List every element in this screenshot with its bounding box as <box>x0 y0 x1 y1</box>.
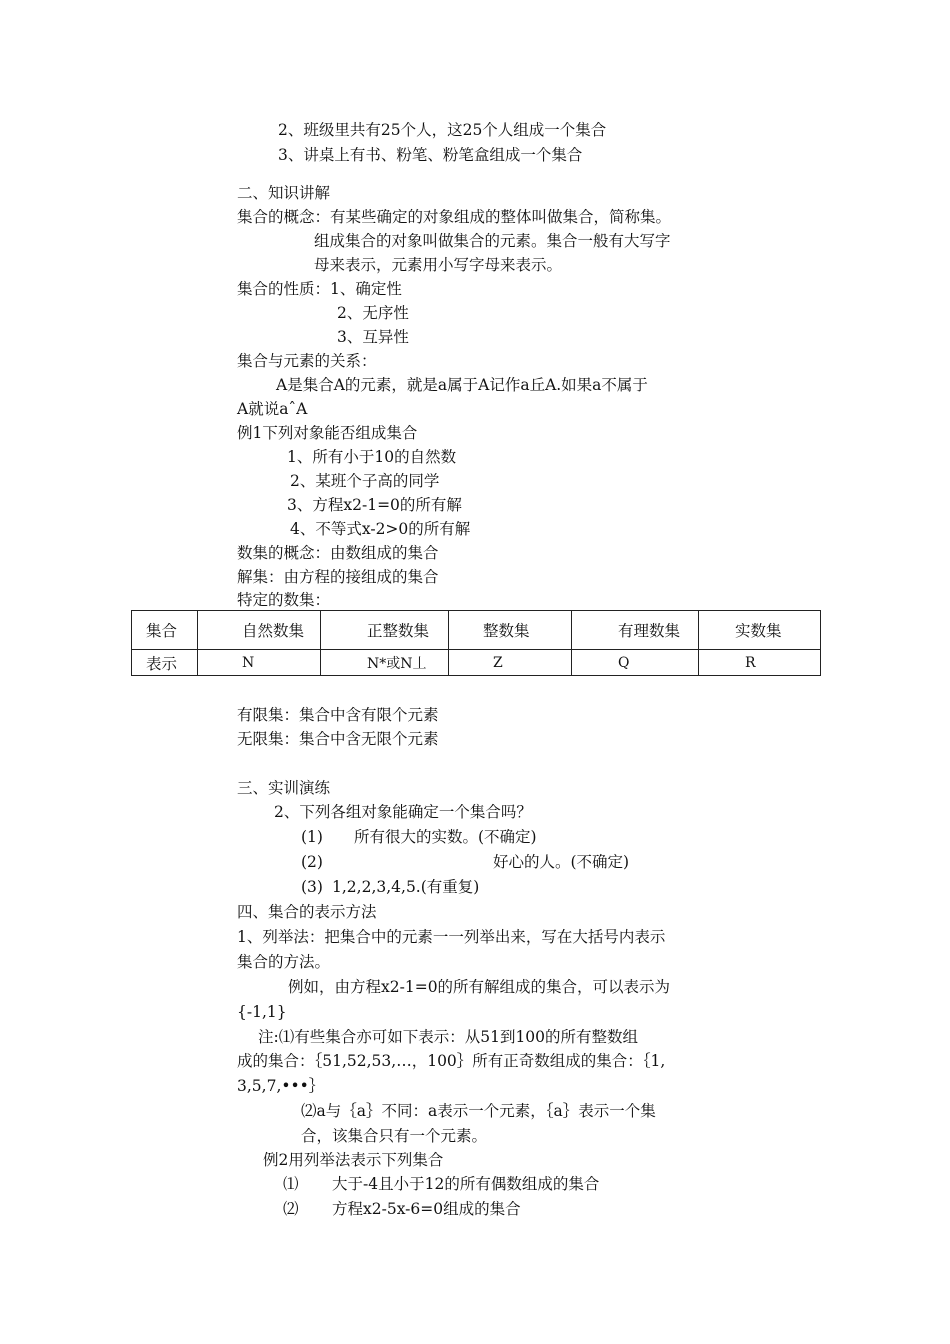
section3-heading: 三、实训演练 <box>237 779 331 797</box>
exercise-item-text: 所有很大的实数。(不确定) <box>354 828 537 846</box>
example2-item-number: ⑵ <box>283 1200 299 1218</box>
table-header-cell: 自然数集 <box>198 611 321 650</box>
special-sets-label: 特定的数集： <box>237 591 331 609</box>
example2-heading: 例2用列举法表示下列集合 <box>263 1151 444 1169</box>
example2-item-number: ⑴ <box>283 1175 299 1193</box>
note1-line-3: 3,5,7,•••｝ <box>237 1077 325 1095</box>
table-cell: 表示 <box>132 650 198 676</box>
method-line-1: 1、列举法：把集合中的元素一一列举出来，写在大括号内表示 <box>237 928 666 946</box>
example1-item-1: 1、所有小于10的自然数 <box>287 448 457 466</box>
intro-item-2: 2、班级里共有25个人，这25个人组成一个集合 <box>278 121 607 139</box>
exercise-item-number: (2) <box>301 853 323 871</box>
example-line-1: 例如，由方程x2-1=0的所有解组成的集合，可以表示为 <box>288 978 671 996</box>
table-header-cell: 有理数集 <box>572 611 699 650</box>
example2-item-text: 大于-4且小于12的所有偶数组成的集合 <box>332 1175 600 1193</box>
exercise-item-text: 1,2,2,3,4,5.(有重复) <box>332 878 480 896</box>
property-2: 2、无序性 <box>337 304 409 322</box>
example1-item-4: 4、不等式x-2>0的所有解 <box>290 520 471 538</box>
properties-label: 集合的性质：1、确定性 <box>237 280 402 298</box>
table-header-cell: 实数集 <box>699 611 821 650</box>
number-set-concept: 数集的概念：由数组成的集合 <box>237 544 439 562</box>
concept-line-3: 母来表示，元素用小写字母来表示。 <box>314 256 563 274</box>
section3-question: 2、下列各组对象能确定一个集合吗？ <box>274 803 532 821</box>
table-cell: N <box>198 650 321 676</box>
concept-line-2: 组成集合的对象叫做集合的元素。集合一般有大写字 <box>314 232 671 250</box>
finite-set: 有限集：集合中含有限个元素 <box>237 706 439 724</box>
table-header-row <box>132 611 821 650</box>
solution-set: 解集：由方程的接组成的集合 <box>237 568 439 586</box>
number-sets-table <box>131 610 821 676</box>
section4-heading: 四、集合的表示方法 <box>237 903 377 921</box>
intro-item-3: 3、讲桌上有书、粉笔、粉笔盒组成一个集合 <box>278 146 583 164</box>
table-header-cell: 整数集 <box>449 611 572 650</box>
table-cell: N*或N丄 <box>321 650 449 676</box>
exercise-item-number: (1) <box>301 828 323 846</box>
example1-heading: 例1下列对象能否组成集合 <box>237 424 418 442</box>
example1-item-2: 2、某班个子高的同学 <box>290 472 440 490</box>
note2-line-1: ⑵a与｛a｝不同：a表示一个元素，｛a｝表示一个集 <box>301 1102 656 1120</box>
table-cell: Z <box>449 650 572 676</box>
example-line-2: {-1,1} <box>237 1003 287 1021</box>
relation-line-2: A就说aˆA <box>237 400 308 418</box>
example1-item-3: 3、方程x2-1=0的所有解 <box>287 496 462 514</box>
relation-heading: 集合与元素的关系： <box>237 352 377 370</box>
exercise-item-number: (3) <box>301 878 323 896</box>
table-header-cell: 集合 <box>132 611 198 650</box>
table-cell: R <box>699 650 821 676</box>
table-header-cell: 正整数集 <box>321 611 449 650</box>
property-3: 3、互异性 <box>337 328 409 346</box>
example2-item-text: 方程x2-5x-6=0组成的集合 <box>332 1200 521 1218</box>
table-row <box>132 650 821 676</box>
method-line-2: 集合的方法。 <box>237 953 331 971</box>
note1-line-1: 注:⑴有些集合亦可如下表示：从51到100的所有整数组 <box>258 1028 639 1046</box>
table-cell: Q <box>572 650 699 676</box>
concept-line-1: 集合的概念：有某些确定的对象组成的整体叫做集合，简称集。 <box>237 208 672 226</box>
exercise-item-text: 好心的人。(不确定) <box>493 853 630 871</box>
infinite-set: 无限集：集合中含无限个元素 <box>237 730 439 748</box>
relation-line-1: A是集合A的元素，就是a属于A记作a丘A.如果a不属于 <box>276 376 648 394</box>
note2-line-2: 合，该集合只有一个元素。 <box>301 1127 488 1145</box>
note1-line-2: 成的集合：｛51,52,53,…，100｝所有正奇数组成的集合：｛1, <box>237 1052 666 1070</box>
section2-heading: 二、知识讲解 <box>237 184 331 202</box>
